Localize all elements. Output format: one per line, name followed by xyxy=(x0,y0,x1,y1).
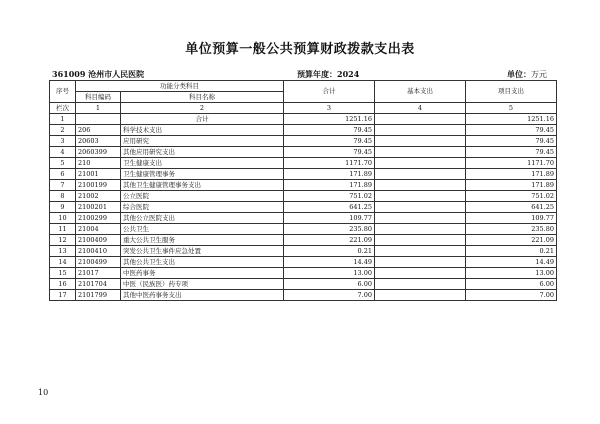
row-basic xyxy=(375,290,466,301)
row-name: 重大公共卫生服务 xyxy=(121,235,284,246)
page-number: 10 xyxy=(38,388,49,397)
expenditure-table xyxy=(49,80,557,301)
row-seq: 11 xyxy=(50,224,76,235)
row-basic xyxy=(375,202,466,213)
row-total: 79.45 xyxy=(284,125,375,136)
row-name: 应用研究 xyxy=(121,136,284,147)
row-project: 7.00 xyxy=(466,290,557,301)
row-basic xyxy=(375,136,466,147)
row-total: 171.89 xyxy=(284,169,375,180)
header-code: 科目编码 xyxy=(76,92,121,103)
row-seq: 13 xyxy=(50,246,76,257)
table-row xyxy=(50,202,557,213)
row-seq: 4 xyxy=(50,147,76,158)
row-seq: 17 xyxy=(50,290,76,301)
row-seq: 14 xyxy=(50,257,76,268)
row-project: 1251.16 xyxy=(466,114,557,125)
row-seq: 2 xyxy=(50,125,76,136)
row-project: 79.45 xyxy=(466,125,557,136)
row-seq: 9 xyxy=(50,202,76,213)
row-basic xyxy=(375,147,466,158)
col-index-3: 3 xyxy=(284,103,375,114)
row-basic xyxy=(375,191,466,202)
budget-year-value: 2024 xyxy=(337,69,360,79)
page-title: 单位预算一般公共预算财政拨款支出表 xyxy=(185,42,415,57)
row-code: 21002 xyxy=(76,191,121,202)
row-total: 14.49 xyxy=(284,257,375,268)
row-basic xyxy=(375,169,466,180)
row-basic xyxy=(375,268,466,279)
col-index-1: 1 xyxy=(76,103,121,114)
table-row xyxy=(50,169,557,180)
row-name: 其他卫生健康管理事务支出 xyxy=(121,180,284,191)
row-code: 210 xyxy=(76,158,121,169)
row-basic xyxy=(375,279,466,290)
row-total: 751.02 xyxy=(284,191,375,202)
row-code: 2101704 xyxy=(76,279,121,290)
row-name: 其他中医药事务支出 xyxy=(121,290,284,301)
row-project: 6.00 xyxy=(466,279,557,290)
row-project: 14.49 xyxy=(466,257,557,268)
header-total: 合计 xyxy=(284,81,375,103)
row-seq: 15 xyxy=(50,268,76,279)
row-total: 6.00 xyxy=(284,279,375,290)
row-basic xyxy=(375,246,466,257)
row-total: 641.25 xyxy=(284,202,375,213)
table-row xyxy=(50,235,557,246)
row-name: 其他应用研究支出 xyxy=(121,147,284,158)
row-project: 0.21 xyxy=(466,246,557,257)
row-total: 1251.16 xyxy=(284,114,375,125)
row-project: 79.45 xyxy=(466,136,557,147)
row-total: 109.77 xyxy=(284,213,375,224)
row-project: 1171.70 xyxy=(466,158,557,169)
row-total: 235.80 xyxy=(284,224,375,235)
table-row xyxy=(50,279,557,290)
row-name: 公共卫生 xyxy=(121,224,284,235)
row-seq: 7 xyxy=(50,180,76,191)
row-name: 卫生健康管理事务 xyxy=(121,169,284,180)
row-code: 2100499 xyxy=(76,257,121,268)
row-basic xyxy=(375,235,466,246)
col-index-4: 4 xyxy=(375,103,466,114)
row-code: 2100201 xyxy=(76,202,121,213)
row-name: 其他公立医院支出 xyxy=(121,213,284,224)
row-total: 171.89 xyxy=(284,180,375,191)
row-seq: 1 xyxy=(50,114,76,125)
row-code: 2101799 xyxy=(76,290,121,301)
budget-year-label: 预算年度： xyxy=(297,69,337,79)
row-name: 合计 xyxy=(121,114,284,125)
row-code: 206 xyxy=(76,125,121,136)
row-total: 13.00 xyxy=(284,268,375,279)
row-seq: 10 xyxy=(50,213,76,224)
row-code: 21001 xyxy=(76,169,121,180)
row-code: 21004 xyxy=(76,224,121,235)
row-total: 221.09 xyxy=(284,235,375,246)
row-total: 7.00 xyxy=(284,290,375,301)
row-name: 中医（民族医）药专项 xyxy=(121,279,284,290)
row-basic xyxy=(375,180,466,191)
row-seq: 8 xyxy=(50,191,76,202)
row-name: 综合医院 xyxy=(121,202,284,213)
table-row xyxy=(50,158,557,169)
row-name: 中医药事务 xyxy=(121,268,284,279)
row-basic xyxy=(375,114,466,125)
col-index-5: 5 xyxy=(466,103,557,114)
row-project: 79.45 xyxy=(466,147,557,158)
header-project: 项目支出 xyxy=(466,81,557,103)
row-name: 突发公共卫生事件应急处置 xyxy=(121,246,284,257)
row-name: 公立医院 xyxy=(121,191,284,202)
table-row xyxy=(50,136,557,147)
row-name: 卫生健康支出 xyxy=(121,158,284,169)
row-code: 20603 xyxy=(76,136,121,147)
table-row xyxy=(50,125,557,136)
col-index-2: 2 xyxy=(121,103,284,114)
row-basic xyxy=(375,125,466,136)
table-row xyxy=(50,268,557,279)
row-project: 751.02 xyxy=(466,191,557,202)
table-row xyxy=(50,290,557,301)
unit-name: 361009 沧州市人民医院 xyxy=(52,69,145,79)
row-code: 2100409 xyxy=(76,235,121,246)
unit-label: 单位： xyxy=(507,69,531,79)
row-project: 109.77 xyxy=(466,213,557,224)
row-project: 221.09 xyxy=(466,235,557,246)
row-basic xyxy=(375,224,466,235)
row-seq: 12 xyxy=(50,235,76,246)
row-seq: 5 xyxy=(50,158,76,169)
row-project: 235.80 xyxy=(466,224,557,235)
row-code xyxy=(76,114,121,125)
table-row xyxy=(50,180,557,191)
row-name: 其他公共卫生支出 xyxy=(121,257,284,268)
row-code: 2100299 xyxy=(76,213,121,224)
row-total: 0.21 xyxy=(284,246,375,257)
table-row xyxy=(50,246,557,257)
row-project: 641.25 xyxy=(466,202,557,213)
row-code: 2100199 xyxy=(76,180,121,191)
row-name: 科学技术支出 xyxy=(121,125,284,136)
unit-of-measure xyxy=(507,69,547,80)
row-code: 2100410 xyxy=(76,246,121,257)
row-basic xyxy=(375,257,466,268)
table-row xyxy=(50,191,557,202)
header-func-category: 功能分类科目 xyxy=(76,81,284,92)
row-seq: 3 xyxy=(50,136,76,147)
row-code: 21017 xyxy=(76,268,121,279)
row-total: 79.45 xyxy=(284,136,375,147)
row-basic xyxy=(375,213,466,224)
budget-year xyxy=(297,69,359,80)
header-name: 科目名称 xyxy=(121,92,284,103)
table-row xyxy=(50,147,557,158)
header-basic: 基本支出 xyxy=(375,81,466,103)
row-project: 171.89 xyxy=(466,180,557,191)
row-code: 2060399 xyxy=(76,147,121,158)
row-project: 171.89 xyxy=(466,169,557,180)
table-row xyxy=(50,224,557,235)
row-total: 1171.70 xyxy=(284,158,375,169)
row-seq: 16 xyxy=(50,279,76,290)
row-basic xyxy=(375,158,466,169)
unit-value: 万元 xyxy=(531,70,547,79)
header-seq: 序号 xyxy=(50,81,76,103)
table-row xyxy=(50,114,557,125)
row-project: 13.00 xyxy=(466,268,557,279)
col-index-label: 栏次 xyxy=(50,103,76,114)
row-seq: 6 xyxy=(50,169,76,180)
table-row xyxy=(50,213,557,224)
row-total: 79.45 xyxy=(284,147,375,158)
table-row xyxy=(50,257,557,268)
